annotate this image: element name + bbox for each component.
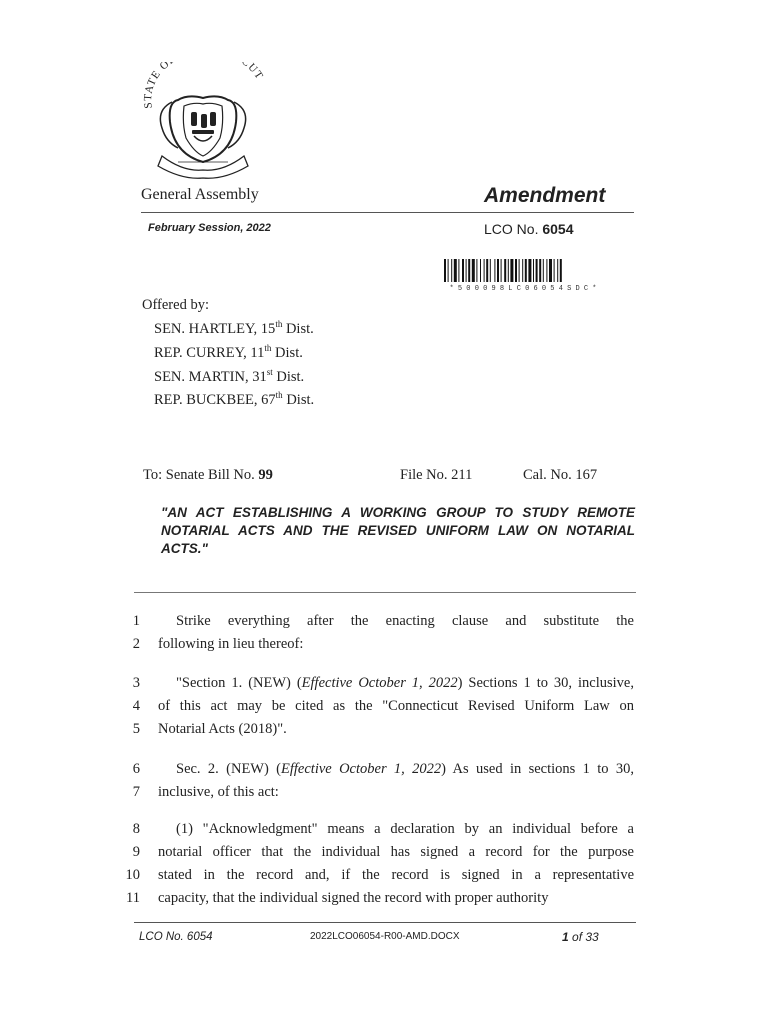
text-line: 5 Notarial Acts (2018)".: [158, 718, 634, 741]
line-number: 9: [132, 844, 140, 860]
sponsor-item: REP. BUCKBEE, 67th Dist.: [154, 390, 315, 409]
text-line: 7 inclusive, of this act:: [158, 781, 634, 804]
line-number: 10: [125, 867, 140, 883]
sponsor-item: SEN. HARTLEY, 15th Dist.: [154, 319, 314, 337]
line-number: 4: [132, 698, 140, 714]
page-current: 1: [562, 930, 569, 944]
barcode-bar: [458, 259, 459, 282]
paragraph: [125, 818, 634, 910]
barcode-bar: [490, 259, 491, 282]
title-divider: [134, 592, 636, 593]
barcode-bar: [539, 259, 541, 282]
text-line: 11 capacity, that the individual signed the record with proper authority: [158, 887, 634, 910]
footer-page-number: [562, 930, 599, 944]
text-line: 10 stated in the record and, if the record is signed in a representative: [158, 864, 634, 887]
barcode-bar: [519, 259, 520, 282]
barcode-bar: [508, 259, 509, 282]
text-line: 1 Strike everything after the enacting clause and substitute the: [158, 610, 634, 633]
act-title: "AN ACT ESTABLISHING A WORKING GROUP TO STUDY REMOTE NOTARIAL ACTS AND THE REVISED UNIFORM LAW ON NOTARIAL ACTS.": [161, 505, 635, 556]
barcode-bar: [504, 259, 506, 282]
barcode-bar: [466, 259, 467, 282]
barcode-bar: [515, 259, 517, 282]
header-divider: [141, 212, 634, 213]
line-number: 1: [132, 613, 140, 629]
barcode-bar: [560, 259, 562, 282]
barcode-bar: [462, 259, 464, 282]
footer-lco-number: LCO No. 6054: [139, 931, 213, 943]
line-number: 6: [132, 761, 140, 777]
barcode-bar: [454, 259, 457, 282]
barcode-bar: [472, 259, 475, 282]
barcode-bar: [486, 259, 488, 282]
barcode-bar: [536, 259, 538, 282]
barcode-bar: [528, 259, 531, 282]
barcode-text: * 5 0 0 0 9 8 L C 0 6 0 5 4 S D C *: [449, 285, 597, 291]
footer-file-name: 2022LCO06054-R00-AMD.DOCX: [310, 931, 460, 942]
sponsor-item: SEN. MARTIN, 31st Dist.: [154, 366, 305, 385]
barcode-bar: [546, 259, 547, 282]
file-number: File No. 211: [400, 467, 473, 483]
barcode-bar: [525, 259, 527, 282]
footer-divider: [134, 922, 636, 923]
state-seal-logo: [138, 62, 268, 180]
barcode-bar: [549, 259, 552, 282]
page-separator: of: [568, 930, 586, 944]
line-number: 3: [132, 675, 140, 691]
barcode-bar: [533, 259, 534, 282]
barcode-bar: [510, 259, 513, 282]
calendar-number: Cal. No. 167: [523, 467, 598, 483]
line-number: 7: [132, 784, 140, 800]
barcode-bar: [480, 259, 481, 282]
text-line: 3 "Section 1. (NEW) (Effective October 1, 2022) Sections 1 to 30, inclusive,: [158, 672, 634, 695]
bill-reference-line: [143, 467, 643, 487]
svg-text:STATE OF CONNECTICUT: STATE O CUT: [142, 62, 266, 110]
barcode-bar: [484, 259, 485, 282]
barcode-bar: [497, 259, 499, 282]
paragraph: [132, 672, 634, 741]
line-number: 8: [132, 821, 140, 837]
bill-number: 99: [258, 467, 273, 483]
offered-by-label: Offered by:: [142, 297, 209, 313]
barcode-bar: [468, 259, 470, 282]
line-number: 2: [132, 636, 140, 652]
lco-number: 6054: [542, 221, 574, 237]
paragraph: [132, 758, 635, 804]
text-line: 9 notarial officer that the individual has signed a record for the purpose: [158, 841, 634, 864]
barcode-bar: [543, 259, 544, 282]
line-number: 5: [132, 721, 140, 737]
barcode-bar: [476, 259, 477, 282]
lco-prefix: LCO No.: [484, 221, 543, 237]
barcode-bar: [451, 259, 452, 282]
barcode-bar: [557, 259, 558, 282]
barcode-bar: [501, 259, 502, 282]
page-total: 33: [585, 930, 599, 944]
barcode-bar: [554, 259, 555, 282]
barcode-bar: [494, 259, 495, 282]
lco-number-label: [484, 221, 574, 237]
text-line: 8 (1) "Acknowledgment" means a declaration by an individual before a: [158, 818, 634, 841]
text-line: 6 Sec. 2. (NEW) (Effective October 1, 2022) As used in sections 1 to 30,: [158, 758, 634, 781]
offered-by-block: [142, 296, 314, 410]
general-assembly-label: General Assembly: [141, 186, 259, 203]
text-line: 2 following in lieu thereof:: [158, 633, 634, 656]
document-type-heading: Amendment: [484, 184, 606, 207]
barcode-bar: [444, 259, 446, 282]
sponsor-list: [142, 315, 314, 410]
line-number: 11: [126, 890, 140, 906]
paragraph: [132, 610, 634, 656]
senate-bill-reference: To: Senate Bill No. 99: [143, 467, 273, 483]
session-label: February Session, 2022: [148, 222, 271, 234]
sponsor-item: REP. CURREY, 11th Dist.: [154, 342, 303, 361]
barcode-bar: [522, 259, 523, 282]
barcode: [444, 259, 602, 291]
barcode-bar: [448, 259, 449, 282]
text-line: 4 of this act may be cited as the "Connecticut Revised Uniform Law on: [158, 695, 634, 718]
